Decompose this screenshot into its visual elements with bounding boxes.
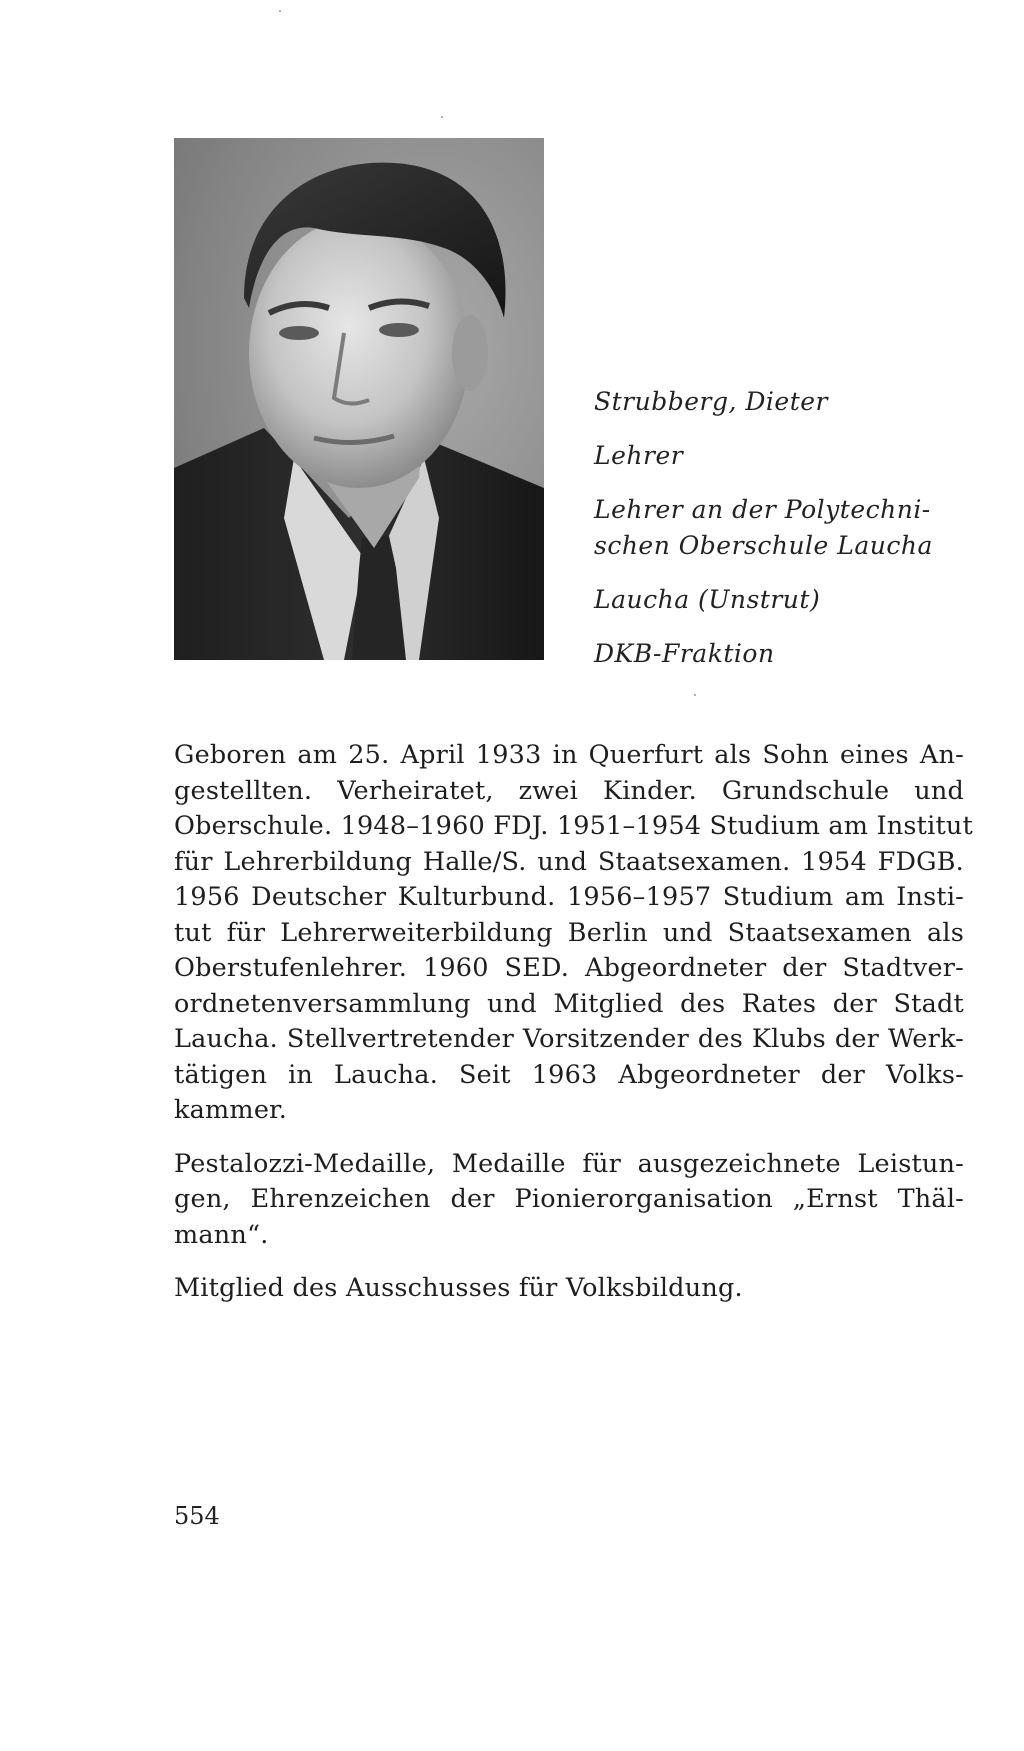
person-position-line: schen Oberschule Laucha xyxy=(594,531,933,560)
bio-line: ordnetenversammlung und Mitglied des Rates der Stadt xyxy=(174,988,964,1019)
bio-line: Oberstufenlehrer. 1960 SED. Abgeordneter der Stadtver- xyxy=(174,953,964,983)
bio-line: Pestalozzi-Medaille, Medaille für ausgezeichnete Leistun- xyxy=(174,1148,964,1179)
bio-paragraph-awards xyxy=(174,1147,964,1254)
bio-line: für Lehrerbildung Halle/S. und Staatsexamen. 1954 FDGB. xyxy=(174,846,964,877)
bio-line: Mitglied des Ausschusses für Volksbildung. xyxy=(174,1273,743,1303)
person-position-line: Lehrer an der Polytechni- xyxy=(594,495,931,524)
person-info xyxy=(594,384,994,690)
page-number: 554 xyxy=(174,1502,220,1530)
bio-line: mann“. xyxy=(174,1219,269,1250)
bio-line: Laucha. Stellvertretender Vorsitzender des Klubs der Werk- xyxy=(174,1024,964,1054)
portrait-photo xyxy=(174,138,544,660)
bio-line: gestellten. Verheiratet, zwei Kinder. Grundschule und xyxy=(174,775,964,806)
print-speck xyxy=(441,116,443,118)
bio-line: kammer. xyxy=(174,1095,287,1125)
print-speck xyxy=(694,694,696,696)
person-name: Strubberg, Dieter xyxy=(594,387,829,416)
person-residence: Laucha (Unstrut) xyxy=(594,585,821,614)
person-faction: DKB-Fraktion xyxy=(594,639,775,668)
bio-line: tätigen in Laucha. Seit 1963 Abgeordneter der Volks- xyxy=(174,1059,964,1090)
bio-line: gen, Ehrenzeichen der Pionierorganisation „Ernst Thäl- xyxy=(174,1184,964,1214)
bio-line: Geboren am 25. April 1933 in Querfurt als Sohn eines An- xyxy=(174,740,964,770)
bio-line: Oberschule. 1948–1960 FDJ. 1951–1954 Studium am Institut xyxy=(174,811,973,841)
person-occupation: Lehrer xyxy=(594,441,684,470)
bio-line: tut für Lehrerweiterbildung Berlin und Staatsexamen als xyxy=(174,917,964,948)
bio-paragraph-career xyxy=(174,738,973,1129)
print-speck xyxy=(279,10,281,12)
bio-line: 1956 Deutscher Kulturbund. 1956–1957 Studium am Insti- xyxy=(174,882,964,912)
biography xyxy=(174,738,973,1325)
bio-paragraph-committee xyxy=(174,1271,964,1307)
portrait-image xyxy=(174,138,544,660)
